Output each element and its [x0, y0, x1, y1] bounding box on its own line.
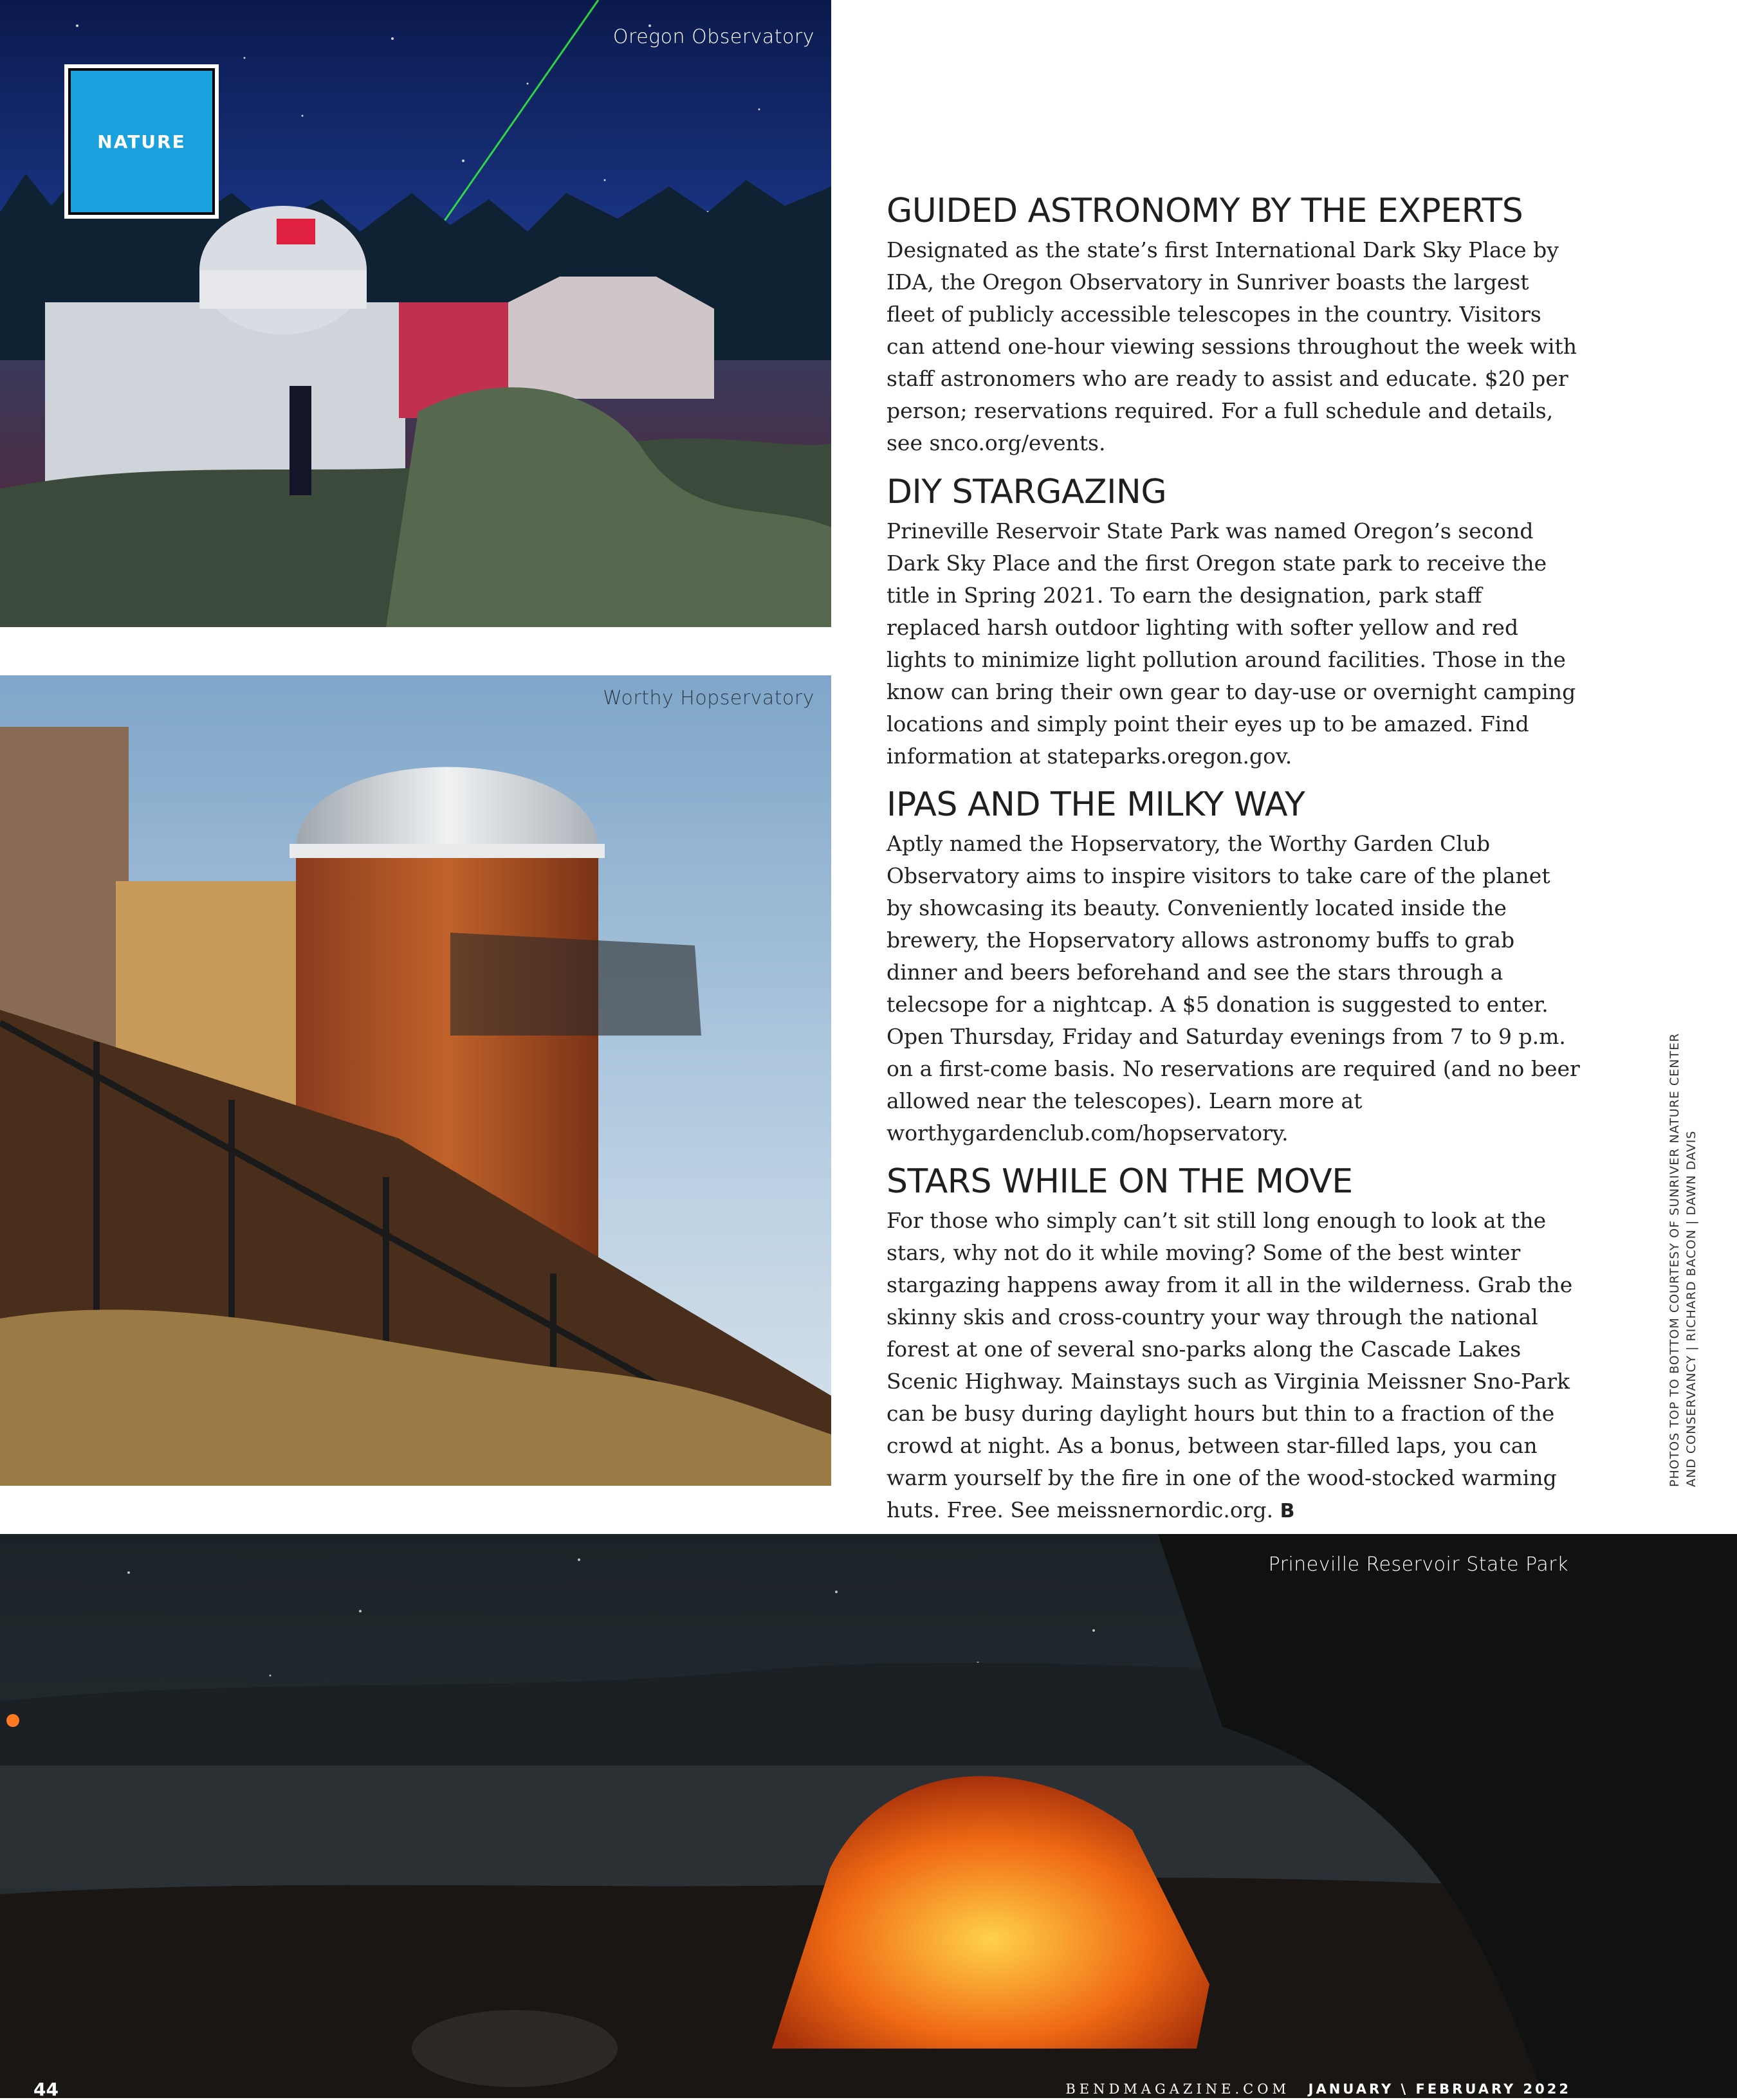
section-body: Prineville Reservoir State Park was named Oregon’s second Dark Sky Place and the first Oregon state park to receive the title in Spring 2021. To earn the designation, park staff replaced harsh outdoor lighting with softer yellow and red lights to minimize light pollution around facilities. Those in the know can bring their own gear to day-use or overnight camping locations and simply point their eyes up to be amazed. Find information at stateparks.oregon.gov.: [887, 518, 1576, 769]
photo-credit-line: PHOTOS TOP TO BOTTOM COURTESY OF SUNRIVER NATURE CENTER: [1668, 1032, 1682, 1487]
photo-credit: [1666, 1033, 1700, 1487]
photo-caption: Oregon Observatory: [612, 26, 814, 48]
section-body: Designated as the state’s first International Dark Sky Place by IDA, the Oregon Observatory in Sunriver boasts the largest fleet of publicly accessible telescopes in the country. Visitors can attend one-hour viewing sessions throughout the week with staff astronomers who are ready to assist and educate. $20 per person; reservations required. For a full schedule and details, see snco.org/events.: [887, 237, 1577, 455]
section-heading: DIY STARGAZING: [887, 473, 1167, 511]
section-body-text: For those who simply can’t sit still long enough to look at the stars, why not do it while moving? Some of the best winter stargazing happens away from it all in the wilderness. Grab the skinny skis and cross-country your way through the national forest at one of several sno-parks along the Cascade Lakes Scenic Highway. Mainstays such as Virginia Meissner Sno-Park can be busy during daylight hours but thin to a fraction of the crowd at night. As a bonus, between star-filled laps, you can warm yourself by the fire in one of the wood-stocked warming huts. Free. See meissnernordic.org.: [887, 1208, 1573, 1522]
section-badge-label: NATURE: [68, 68, 215, 215]
magazine-issue: JANUARY \ FEBRUARY 2022: [1308, 2081, 1571, 2097]
article-section-2: [887, 473, 1581, 772]
section-heading: GUIDED ASTRONOMY BY THE EXPERTS: [887, 192, 1523, 230]
section-body: [887, 1205, 1581, 1528]
prineville-reservoir-photo: [0, 1534, 1737, 2098]
end-mark-icon: B: [1280, 1500, 1295, 1522]
photo-caption: Prineville Reservoir State Park: [1268, 1553, 1568, 1576]
photo-caption: Worthy Hopservatory: [603, 687, 814, 709]
page-number: 44: [33, 2079, 59, 2100]
article-section-1: [887, 192, 1581, 459]
section-heading: IPAS AND THE MILKY WAY: [887, 785, 1305, 824]
section-badge: [64, 64, 219, 219]
article-section-4: [887, 1162, 1581, 1528]
article-section-3: [887, 785, 1581, 1149]
magazine-footer: [1065, 2081, 1571, 2097]
section-heading: STARS WHILE ON THE MOVE: [887, 1162, 1353, 1201]
section-body: Aptly named the Hopservatory, the Worthy Garden Club Observatory aims to inspire visitors to take care of the planet by showcasing its beauty. Conveniently located inside the brewery, the Hopservatory allows astronomy buffs to grab dinner and beers beforehand and see the stars through a telecsope for a nightcap. A $5 donation is suggested to enter. Open Thursday, Friday and Saturday evenings from 7 to 9 p.m. on a first-come basis. No reservations are required (and no beer allowed near the telescopes). Learn more at worthygardenclub.com/hopservatory.: [887, 831, 1580, 1146]
magazine-site: BENDMAGAZINE.COM: [1065, 2081, 1290, 2097]
worthy-hopservatory-photo: [0, 675, 831, 1486]
photo-credit-line: AND CONSERVANCY | RICHARD BACON | DAWN DAVIS: [1684, 1130, 1698, 1487]
